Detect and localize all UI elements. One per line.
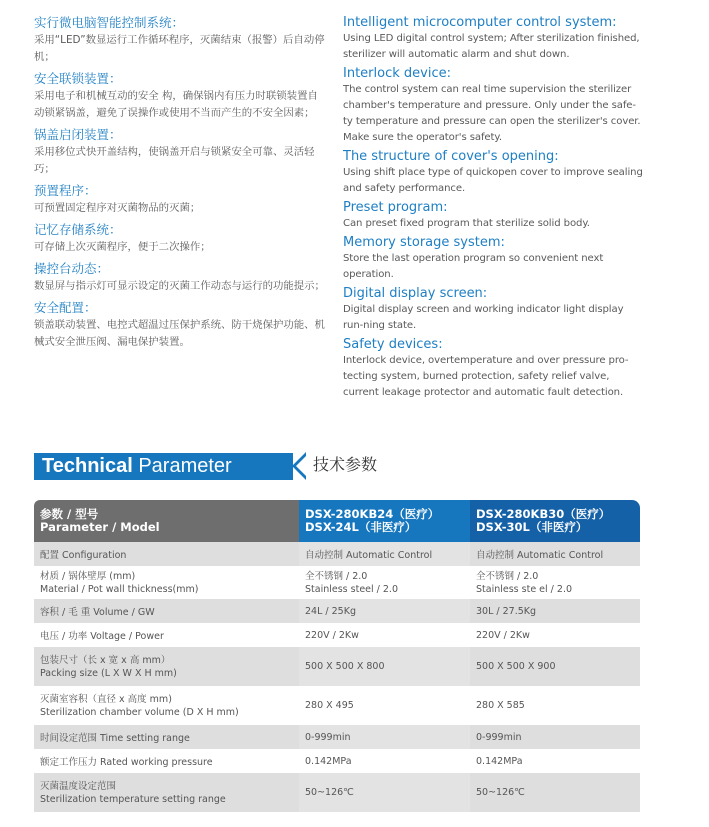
row-value-model-1: 220V / 2Kw (299, 623, 470, 647)
feature-text: 采用“LED”数显运行工作循环程序，灭菌结束（报警）后自动停机； (34, 34, 325, 63)
chevron-cutout (296, 456, 306, 476)
feature-text: Using shift place type of quickopen cover to improve sealing and safety performance. (343, 167, 643, 194)
feature-en-2 (343, 148, 643, 197)
row-label (34, 647, 299, 686)
row-value-model-1: 500 X 500 X 800 (299, 647, 470, 686)
feature-cn-2 (34, 126, 326, 178)
model1-line1: DSX-280KB24（医疗） (305, 507, 440, 521)
feature-text: 可预置固定程序对灭菌物品的灭菌； (34, 202, 201, 214)
row-value-model-1: 0-999min (299, 725, 470, 749)
label-line: 配置 Configuration (40, 550, 127, 561)
row-label (34, 599, 299, 623)
section-title-bold: Technical (42, 455, 133, 477)
feature-en-4 (343, 234, 643, 283)
feature-title: 预置程序： (34, 183, 97, 198)
feature-text: 采用电子和机械互动的安全 构，确保锅内有压力时联锁装置自动锁紧锅盖，避免了误操作或使用不当而产生的不安全因素； (34, 90, 318, 119)
section-title-box (34, 453, 293, 480)
feature-en-5 (343, 285, 643, 334)
feature-title: 安全配置： (34, 300, 97, 315)
row-value-model-2: 0-999min (470, 725, 640, 749)
label-line: 电压 / 功率 Voltage / Power (40, 631, 164, 642)
feature-en-1 (343, 65, 643, 146)
label-line: 材质 / 锅体壁厚 (mm) (40, 570, 136, 582)
feature-text: The control system can real time supervision the sterilizer chamber's temperature and pressure. Only under the safe-ty temperature and pressure can open the sterilizer's cover. Make sure the operator's safety. (343, 84, 641, 143)
feature-cn-1 (34, 70, 326, 122)
table-header-row (34, 500, 640, 542)
feature-title: The structure of cover's opening: (343, 149, 559, 164)
table-row (34, 566, 640, 599)
table-row (34, 599, 640, 623)
table-row (34, 725, 640, 749)
table-row (34, 773, 640, 812)
feature-title: 实行微电脑智能控制系统： (34, 15, 185, 30)
table-row (34, 749, 640, 773)
section-title-cn: 技术参数 (313, 455, 378, 474)
feature-text: 可存储上次灭菌程序，便于二次操作； (34, 241, 211, 253)
row-value-model-1: 280 X 495 (299, 686, 470, 725)
feature-title: 记忆存储系统： (34, 222, 122, 237)
row-label (34, 773, 299, 812)
row-value-model-2: 30L / 27.5Kg (470, 599, 640, 623)
header-param-cn: 参数 / 型号 (40, 507, 99, 521)
row-label (34, 686, 299, 725)
label-line-en: Material / Pot wall thickness(mm) (40, 583, 199, 595)
row-value-model-2: 220V / 2Kw (470, 623, 640, 647)
label-line: 包装尺寸（长 x 宽 x 高 mm） (40, 654, 171, 666)
features-cn-column (34, 14, 326, 355)
label-line-en: Packing size (L X W X H mm) (40, 667, 177, 679)
model2-line2: DSX-30L（非医疗） (476, 520, 588, 534)
feature-text: Can preset fixed program that sterilize solid body. (343, 218, 590, 229)
row-label (34, 623, 299, 647)
model1-line2: DSX-24L（非医疗） (305, 520, 417, 534)
value-line-en: Stainless steel / 2.0 (305, 583, 398, 595)
row-value-model-1: 50~126℃ (299, 773, 470, 812)
header-parameter-model (34, 500, 299, 542)
technical-parameter-header (34, 449, 674, 483)
feature-cn-5 (34, 260, 326, 295)
feature-en-6 (343, 336, 643, 401)
feature-text: Store the last operation program so convenient next operation. (343, 253, 604, 280)
feature-title: 锅盖启闭装置： (34, 127, 122, 142)
row-value-model-1: 0.142MPa (299, 749, 470, 773)
model2-line1: DSX-280KB30（医疗） (476, 507, 611, 521)
table-row (34, 686, 640, 725)
row-label (34, 542, 299, 566)
table-row (34, 542, 640, 566)
row-value-model-2: 0.142MPa (470, 749, 640, 773)
feature-title: Intelligent microcomputer control system: (343, 15, 617, 30)
feature-title: Memory storage system: (343, 235, 505, 250)
feature-title: Digital display screen: (343, 286, 488, 301)
feature-text: Interlock device, overtemperature and over pressure pro-tecting system, burned protection, safety relief valve, current leakage protector and automatic fault detection. (343, 355, 629, 398)
features-en-column (343, 14, 643, 403)
row-value-model-1: 24L / 25Kg (299, 599, 470, 623)
feature-title: Interlock device: (343, 66, 451, 81)
value-line-en: Stainless ste el / 2.0 (476, 583, 573, 595)
table-row (34, 623, 640, 647)
row-value-model-2: 500 X 500 X 900 (470, 647, 640, 686)
feature-text: Digital display screen and working indicator light display run-ning state. (343, 304, 624, 331)
feature-cn-6 (34, 299, 326, 351)
table-row (34, 647, 640, 686)
section-title-rest: Parameter (132, 455, 232, 477)
row-value-model-1: 自动控制 Automatic Control (299, 542, 470, 566)
row-value-model-2: 50~126℃ (470, 773, 640, 812)
label-line: 容积 / 毛 重 Volume / GW (40, 607, 155, 618)
feature-cn-4 (34, 221, 326, 256)
label-line: 灭菌室容积（直径 x 高度 mm) (40, 693, 172, 705)
feature-en-3 (343, 199, 643, 232)
feature-cn-3 (34, 182, 326, 217)
value-line: 全不锈钢 / 2.0 (476, 570, 539, 582)
row-value-model-2: 自动控制 Automatic Control (470, 542, 640, 566)
feature-en-0 (343, 14, 643, 63)
label-line: 时间设定范围 Time setting range (40, 733, 190, 744)
feature-title: 安全联锁装置： (34, 71, 122, 86)
row-value-model-1 (299, 566, 470, 599)
header-param-en: Parameter / Model (40, 520, 160, 534)
feature-text: 数显屏与指示灯可显示设定的灭菌工作动态与运行的功能提示； (34, 280, 325, 292)
label-line-en: Sterilization temperature setting range (40, 793, 226, 805)
feature-text: Using LED digital control system; After sterilization finished, sterilizer will automatic alarm and shut down. (343, 33, 640, 60)
feature-text: 锁盖联动装置、电控式超温过压保护系统、防干烧保护功能、机械式安全泄压阀、漏电保护装置。 (34, 319, 325, 348)
feature-text: 采用移位式快开盖结构，使锅盖开启与锁紧安全可靠、灵活轻巧； (34, 146, 315, 175)
row-label (34, 749, 299, 773)
label-line: 额定工作压力 Rated working pressure (40, 757, 213, 768)
row-value-model-2 (470, 566, 640, 599)
feature-title: 操控台动态： (34, 261, 110, 276)
feature-cn-0 (34, 14, 326, 66)
value-line: 全不锈钢 / 2.0 (305, 570, 368, 582)
row-label (34, 725, 299, 749)
feature-title: Preset program: (343, 200, 448, 215)
parameter-table (34, 500, 640, 812)
feature-title: Safety devices: (343, 337, 443, 352)
header-model-1 (299, 500, 470, 542)
label-line: 灭菌温度设定范围 (40, 780, 117, 792)
header-model-2 (470, 500, 640, 542)
row-value-model-2: 280 X 585 (470, 686, 640, 725)
label-line-en: Sterilization chamber volume (D X H mm) (40, 706, 239, 718)
row-label (34, 566, 299, 599)
